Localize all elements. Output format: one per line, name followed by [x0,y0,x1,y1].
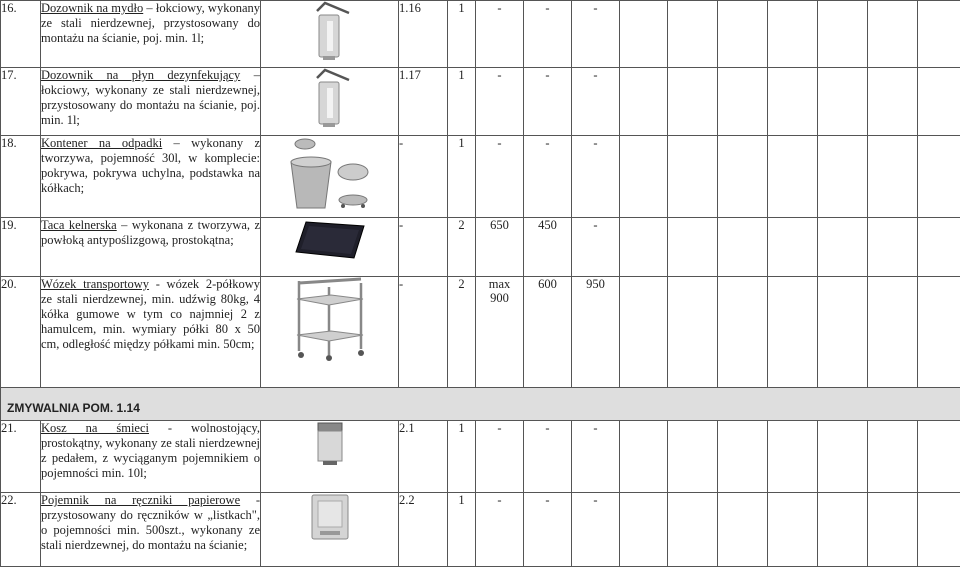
item-spec: – wykonany z tworzywa, pojemność 30l, w komplecie: pokrywa, pokrywa uchylna, podstawka na kółkach; [41,136,261,195]
quantity: 2 [448,218,476,277]
item-description [41,68,261,136]
height-value: 950 [572,277,620,388]
room-code: 1.16 [399,1,448,68]
quantity: 1 [448,1,476,68]
room-code: 2.2 [399,493,448,567]
item-description [41,277,261,388]
row-number: 21. [1,421,41,493]
section-title: ZMYWALNIA POM. 1.14 [1,388,960,421]
item-description [41,136,261,218]
width-value: 650 [476,218,524,277]
max-width-value: 900 [490,291,509,305]
item-name: Kontener na odpadki [41,136,163,150]
waste-container-icon [261,136,399,218]
table-row [1,421,960,493]
quantity: 1 [448,68,476,136]
table-row [1,68,960,136]
depth-value: - [524,68,572,136]
row-number: 16. [1,1,41,68]
width-value: - [476,136,524,218]
item-description [41,1,261,68]
depth-value: 450 [524,218,572,277]
height-value: - [572,1,620,68]
max-label: max [488,277,511,291]
room-code: - [399,277,448,388]
quantity: 1 [448,493,476,567]
section-header-row [1,388,960,421]
height-value: - [572,218,620,277]
depth-value: - [524,136,572,218]
item-spec: - przystosowany do ręczników w „listkach", o pojemności min. 500szt., wykonany ze stali nierdzewnej, do montażu na ścianie; [41,493,260,552]
serving-tray-icon [261,218,399,277]
table-row [1,218,960,277]
row-number: 22. [1,493,41,567]
row-number: 18. [1,136,41,218]
item-description [41,493,261,567]
item-name: Kosz na śmieci [41,421,149,435]
room-code: 1.17 [399,68,448,136]
item-name: Pojemnik na ręczniki papierowe [41,493,241,507]
depth-value: - [524,1,572,68]
row-number: 19. [1,218,41,277]
width-value: - [476,421,524,493]
height-value: - [572,68,620,136]
item-name: Dozownik na płyn dezynfekujący [41,68,241,82]
item-description [41,218,261,277]
item-name: Taca kelnerska [41,218,117,232]
width-value: - [476,1,524,68]
item-spec: – łokciowy, wykonany ze stali nierdzewnej, przystosowany do montażu na ścianie, poj. min. 1l; [41,1,260,45]
depth-value: - [524,421,572,493]
quantity: 1 [448,136,476,218]
item-spec: - wózek 2-półkowy ze stali nierdzewnej, min. udźwig 80kg, 4 kółka gumowe w tym co najmniej 2 z hamulcem, min. wymiary półki 80 x 50 cm, odległość między półkami min. 50cm; [41,277,260,351]
height-value: - [572,136,620,218]
table-row [1,1,960,68]
item-spec: – wykonana z tworzywa, z powłoką antypoślizgową, prostokątna; [41,218,260,247]
item-spec: - wolnostojący, prostokątny, wykonany ze stali nierdzewnej z pedałem, z wyciąganym pojemnikiem o pojemności min. 10l; [41,421,260,480]
row-number: 17. [1,68,41,136]
item-name: Dozownik na mydło [41,1,144,15]
height-value: - [572,493,620,567]
quantity: 2 [448,277,476,388]
row-number: 20. [1,277,41,388]
room-code: 2.1 [399,421,448,493]
depth-value: 600 [524,277,572,388]
paper-towel-dispenser-icon [261,493,399,567]
table-row [1,136,960,218]
elbow-soap-dispenser-icon [261,1,399,68]
width-value: - [476,68,524,136]
elbow-disinfectant-dispenser-icon [261,68,399,136]
transport-trolley-icon [261,277,399,388]
item-name: Wózek transportowy [41,277,150,291]
room-code: - [399,136,448,218]
width-value [476,277,524,388]
table-row [1,493,960,567]
depth-value: - [524,493,572,567]
table-row [1,277,960,388]
item-spec: – łokciowy, wykonany ze stali nierdzewnej, przystosowany do montażu na ścianie, poj. min. 1l; [41,68,260,127]
item-description [41,421,261,493]
height-value: - [572,421,620,493]
pedal-bin-icon [261,421,399,493]
quantity: 1 [448,421,476,493]
width-value: - [476,493,524,567]
room-code: - [399,218,448,277]
